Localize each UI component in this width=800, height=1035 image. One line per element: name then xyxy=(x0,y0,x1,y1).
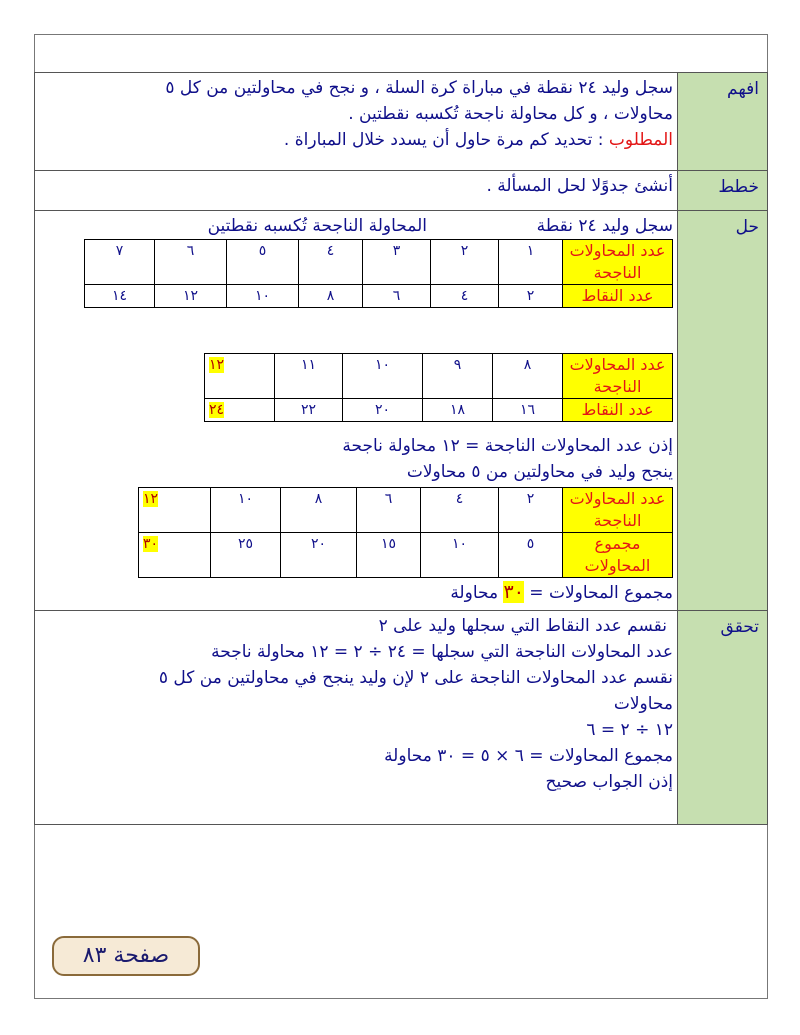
check-label: تحقق xyxy=(678,611,768,825)
table2-cell: ٢٢ xyxy=(275,399,343,422)
table1-cell: ٢ xyxy=(499,285,563,308)
table2-attempts-header: عدد المحاولات الناجحة xyxy=(563,354,673,399)
attempts-total-table xyxy=(138,487,673,578)
table1-cell: ٦ xyxy=(363,285,431,308)
table2-row-points xyxy=(205,399,673,422)
table3-cell: ١٥ xyxy=(357,533,421,578)
table2-row-attempts xyxy=(205,354,673,399)
table2-cell: ٢٠ xyxy=(343,399,423,422)
table1-points-header: عدد النقاط xyxy=(563,285,673,308)
table3-cell: ٢٠ xyxy=(281,533,357,578)
check-line: عدد المحاولات الناجحة التي سجلها = ٢٤ ÷ ٢ = ١٢ محاولة ناجحة xyxy=(211,642,673,662)
table1-row-attempts xyxy=(85,240,673,285)
success-count-line: إذن عدد المحاولات الناجحة = ١٢ محاولة ناجحة xyxy=(342,436,673,456)
attempts-points-table-2 xyxy=(204,353,673,422)
solve-label: حل xyxy=(678,211,768,611)
plan-text: أنشئ جدوًلا لحل المسألة . xyxy=(486,176,673,196)
table3-total-header: مجموع المحاولات xyxy=(563,533,673,578)
table2-cell: ١٦ xyxy=(493,399,563,422)
table3-row-total xyxy=(139,533,673,578)
table1-cell: ١٠ xyxy=(227,285,299,308)
table1-cell: ٤ xyxy=(299,240,363,285)
solve-row xyxy=(35,211,768,611)
total-suffix: محاولة xyxy=(450,583,504,603)
understand-label: افهم xyxy=(678,73,768,171)
problem-line-2: محاولات ، و كل محاولة ناجحة تُكسبه نقطتين . xyxy=(348,104,673,124)
table2-cell: ١١ xyxy=(275,354,343,399)
table1-cell: ٦ xyxy=(155,240,227,285)
total-prefix: مجموع المحاولات = xyxy=(523,583,673,603)
table3-attempts-header: عدد المحاولات الناجحة xyxy=(563,488,673,533)
solve-header-left: سجل وليد ٢٤ نقطة xyxy=(536,216,673,236)
table2-highlight-value: ١٢ xyxy=(209,357,225,373)
check-line: إذن الجواب صحيح xyxy=(545,772,673,792)
table1-cell: ٤ xyxy=(431,285,499,308)
check-line: نقسم عدد النقاط التي سجلها وليد على ٢ xyxy=(378,616,667,636)
table2-cell-highlight xyxy=(205,399,275,422)
solve-header-right: المحاولة الناجحة تُكسبه نقطتين xyxy=(207,216,427,236)
total-attempts-line xyxy=(450,579,673,606)
required-line xyxy=(39,127,673,153)
table1-cell: ١ xyxy=(499,240,563,285)
table1-cell: ٥ xyxy=(227,240,299,285)
plan-label: خطط xyxy=(678,171,768,211)
table2-cell: ٩ xyxy=(423,354,493,399)
problem-line-1: سجل وليد ٢٤ نقطة في مباراة كرة السلة ، و نجح في محاولتين من كل ٥ xyxy=(165,78,673,98)
total-value: ٣٠ xyxy=(503,581,524,603)
table2-points-header: عدد النقاط xyxy=(563,399,673,422)
check-line: محاولات xyxy=(613,694,673,714)
table2-cell: ١٠ xyxy=(343,354,423,399)
table3-cell-highlight xyxy=(139,488,211,533)
table3-cell: ٥ xyxy=(499,533,563,578)
plan-row xyxy=(35,171,768,211)
table3-cell: ٤ xyxy=(421,488,499,533)
table1-row-points xyxy=(85,285,673,308)
table3-highlight-value: ٣٠ xyxy=(143,536,159,552)
solution-steps-table xyxy=(34,72,768,825)
check-line: ١٢ ÷ ٢ = ٦ xyxy=(586,720,673,740)
table1-attempts-header: عدد المحاولات الناجحة xyxy=(563,240,673,285)
table1-cell: ٢ xyxy=(431,240,499,285)
check-row xyxy=(35,611,768,825)
table3-cell: ١٠ xyxy=(421,533,499,578)
table3-cell: ٦ xyxy=(357,488,421,533)
table3-row-attempts xyxy=(139,488,673,533)
table1-cell: ٧ xyxy=(85,240,155,285)
table1-cell: ٣ xyxy=(363,240,431,285)
table2-cell: ١٨ xyxy=(423,399,493,422)
table3-highlight-value: ١٢ xyxy=(143,491,159,507)
understand-body xyxy=(35,73,678,171)
table3-cell-highlight xyxy=(139,533,211,578)
check-line: مجموع المحاولات = ٦ × ٥ = ٣٠ محاولة xyxy=(384,746,673,766)
table2-highlight-value: ٢٤ xyxy=(209,402,225,418)
table1-cell: ٨ xyxy=(299,285,363,308)
table2-cell: ٨ xyxy=(493,354,563,399)
table3-cell: ٨ xyxy=(281,488,357,533)
table2-cell-highlight xyxy=(205,354,275,399)
success-rate-line: ينجح وليد في محاولتين من ٥ محاولات xyxy=(406,462,673,482)
plan-body xyxy=(35,171,678,211)
required-text: : تحديد كم مرة حاول أن يسدد خلال المباراة . xyxy=(283,130,609,150)
understand-row xyxy=(35,73,768,171)
table3-cell: ٢ xyxy=(499,488,563,533)
table3-cell: ٢٥ xyxy=(211,533,281,578)
required-label: المطلوب xyxy=(608,130,673,150)
table3-cell: ١٠ xyxy=(211,488,281,533)
table1-cell: ١٤ xyxy=(85,285,155,308)
table1-cell: ١٢ xyxy=(155,285,227,308)
check-body xyxy=(35,611,678,825)
solve-body xyxy=(35,211,678,611)
check-line: نقسم عدد المحاولات الناجحة على ٢ لإن وليد ينجح في محاولتين من كل ٥ xyxy=(158,668,673,688)
page-number-badge: صفحة ٨٣ xyxy=(52,936,200,976)
attempts-points-table-1 xyxy=(84,239,673,308)
